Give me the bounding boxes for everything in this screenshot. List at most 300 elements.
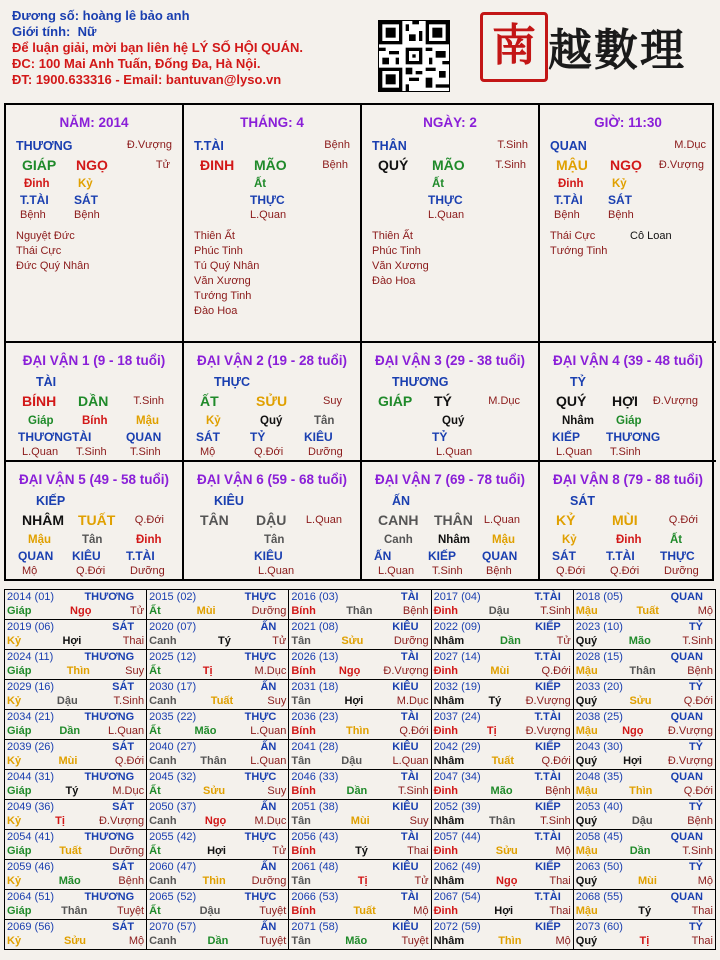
luck-pillar-8 bbox=[540, 462, 716, 579]
year-stem: Đinh bbox=[433, 845, 459, 857]
luck-hidden-stem: Mậu bbox=[492, 534, 515, 546]
year-label: 2038 (25) bbox=[575, 711, 623, 723]
hidden-stem: Đinh bbox=[24, 178, 50, 190]
contact-line: Để luận giải, mời bạn liên hệ LÝ SỐ HỘI QUÁN. bbox=[12, 40, 303, 55]
year-line-1 bbox=[149, 860, 286, 874]
luck-hidden-stem: Ất bbox=[670, 534, 683, 546]
hidden-state: Bệnh bbox=[74, 209, 100, 221]
luck-hidden-stem: Tân bbox=[264, 534, 285, 546]
luck-hidden-state: T.Sinh bbox=[432, 565, 463, 577]
brand-logo-text: 越數理 bbox=[548, 25, 686, 76]
year-branch: Ngọ bbox=[338, 665, 361, 677]
year-stem: Bính bbox=[291, 785, 316, 797]
shen-sha-star: Văn Xương bbox=[194, 275, 251, 287]
pillar-god-state: Bệnh bbox=[324, 139, 350, 151]
year-cell[interactable] bbox=[431, 620, 573, 650]
year-state: Thai bbox=[691, 905, 713, 917]
year-cell[interactable] bbox=[5, 620, 147, 650]
year-cell[interactable] bbox=[5, 770, 147, 800]
year-cell[interactable] bbox=[573, 740, 715, 770]
year-line-1 bbox=[291, 740, 428, 754]
year-cell[interactable] bbox=[431, 680, 573, 710]
year-state: T.Sinh bbox=[397, 785, 429, 797]
year-cell[interactable] bbox=[289, 770, 431, 800]
year-state: Dưỡng bbox=[251, 605, 287, 617]
year-label: 2026 (13) bbox=[291, 651, 339, 663]
year-line-1 bbox=[434, 830, 571, 844]
year-line-2 bbox=[576, 784, 713, 798]
year-state: T.Sinh bbox=[682, 635, 713, 647]
year-state: L.Quan bbox=[250, 755, 287, 767]
year-cell[interactable] bbox=[431, 800, 573, 830]
year-label: 2055 (42) bbox=[149, 831, 197, 843]
year-row bbox=[5, 830, 716, 860]
year-branch: Ngọ bbox=[622, 725, 644, 737]
year-cell[interactable] bbox=[147, 680, 289, 710]
year-cell[interactable] bbox=[431, 650, 573, 680]
year-cell[interactable] bbox=[289, 740, 431, 770]
year-line-2 bbox=[434, 784, 571, 798]
year-cell[interactable] bbox=[147, 620, 289, 650]
year-line-2 bbox=[434, 634, 571, 648]
year-god: T.TÀI bbox=[534, 771, 561, 783]
year-cell[interactable] bbox=[289, 680, 431, 710]
year-label: 2070 (57) bbox=[149, 921, 197, 933]
luck-branch: MÙI bbox=[612, 512, 638, 528]
year-god: KIẾP bbox=[535, 741, 561, 753]
year-label: 2072 (59) bbox=[433, 921, 481, 933]
year-cell[interactable] bbox=[289, 650, 431, 680]
year-cell[interactable] bbox=[147, 860, 289, 890]
year-stem: Mậu bbox=[575, 845, 598, 857]
year-cell[interactable] bbox=[573, 770, 715, 800]
year-god: THỰC bbox=[244, 891, 277, 903]
luck-hidden-god: KIÊU bbox=[72, 549, 101, 563]
year-line-2 bbox=[149, 814, 286, 828]
year-line-2 bbox=[291, 604, 428, 618]
year-god: TỶ bbox=[688, 741, 703, 753]
shen-sha-star: Đức Quý Nhân bbox=[16, 260, 90, 272]
year-branch: Ngọ bbox=[204, 815, 227, 827]
luck-hidden-god: QUAN bbox=[18, 549, 54, 563]
year-stem: Canh bbox=[149, 935, 177, 947]
year-branch: Tị bbox=[639, 935, 650, 947]
year-label: 2021 (08) bbox=[291, 621, 339, 633]
year-cell[interactable] bbox=[5, 590, 147, 620]
year-god: TỶ bbox=[688, 921, 703, 933]
year-line-1 bbox=[434, 590, 571, 604]
year-stem: Canh bbox=[149, 695, 177, 707]
luck-hidden-state: Q.Đới bbox=[610, 565, 640, 577]
year-cell[interactable] bbox=[147, 590, 289, 620]
year-line-2 bbox=[576, 904, 713, 918]
year-label: 2071 (58) bbox=[291, 921, 339, 933]
year-state: Mộ bbox=[413, 905, 429, 917]
year-state: Đ.Vượng bbox=[525, 695, 571, 707]
year-cell[interactable] bbox=[5, 740, 147, 770]
year-cell[interactable] bbox=[5, 650, 147, 680]
year-line-1 bbox=[7, 770, 144, 784]
year-state: T.Sinh bbox=[682, 845, 713, 857]
year-state: M.Dục bbox=[396, 695, 429, 707]
luck-hidden-stem: Tân bbox=[82, 534, 103, 546]
year-stem: Canh bbox=[149, 635, 177, 647]
luck-title: ĐẠI VẬN 2 (19 - 28 tuổi) bbox=[196, 353, 348, 368]
year-line-2 bbox=[576, 814, 713, 828]
shen-sha-star: Phúc Tinh bbox=[372, 245, 421, 257]
year-label: 2057 (44) bbox=[433, 831, 481, 843]
year-stem: Bính bbox=[291, 605, 316, 617]
year-branch: Thân bbox=[200, 755, 227, 767]
year-cell[interactable] bbox=[431, 920, 573, 950]
year-god: TỶ bbox=[688, 621, 703, 633]
hidden-stem: Đinh bbox=[558, 178, 584, 190]
year-cell[interactable] bbox=[431, 590, 573, 620]
year-branch: Tuất bbox=[491, 755, 515, 767]
year-label: 2065 (52) bbox=[149, 891, 197, 903]
year-god: TÀI bbox=[400, 651, 419, 663]
year-state: Đ.Vượng bbox=[383, 665, 429, 677]
year-stem: Mậu bbox=[575, 905, 598, 917]
year-stem: Kỷ bbox=[7, 875, 22, 887]
year-state: Đ.Vượng bbox=[667, 755, 713, 767]
year-line-2 bbox=[434, 904, 571, 918]
luck-hidden-god: THƯƠNG bbox=[18, 430, 73, 444]
luck-hidden-state: Mộ bbox=[200, 446, 216, 458]
year-god: SÁT bbox=[112, 621, 135, 633]
year-label: 2022 (09) bbox=[433, 621, 481, 633]
hidden-stem: Kỷ bbox=[78, 178, 93, 190]
year-stem: Giáp bbox=[7, 605, 32, 617]
year-branch: Dần bbox=[629, 845, 651, 857]
luck-hidden-god: TỶ bbox=[432, 430, 448, 444]
year-state: Tử bbox=[272, 845, 287, 857]
year-row bbox=[5, 620, 716, 650]
year-line-1 bbox=[576, 680, 713, 694]
year-branch: Sửu bbox=[629, 695, 652, 707]
year-cell[interactable] bbox=[289, 590, 431, 620]
year-branch: Mùi bbox=[58, 755, 78, 767]
shen-sha-star: Tướng Tinh bbox=[194, 290, 252, 302]
year-cell[interactable] bbox=[431, 830, 573, 860]
luck-hidden-god: QUAN bbox=[482, 549, 518, 563]
year-cell[interactable] bbox=[289, 860, 431, 890]
luck-god: TỶ bbox=[570, 375, 586, 389]
luck-stem: ẤT bbox=[200, 393, 219, 409]
year-cell[interactable] bbox=[573, 920, 715, 950]
year-stem: Đinh bbox=[433, 905, 459, 917]
year-branch: Thân bbox=[629, 665, 656, 677]
pillar-1 bbox=[184, 105, 362, 343]
year-cell[interactable] bbox=[5, 830, 147, 860]
year-row bbox=[5, 920, 716, 950]
year-stem: Quý bbox=[575, 875, 598, 887]
year-god: KIẾP bbox=[535, 861, 561, 873]
year-state: Tuyệt bbox=[401, 935, 429, 947]
year-line-1 bbox=[291, 680, 428, 694]
year-label: 2023 (10) bbox=[575, 621, 623, 633]
year-label: 2050 (37) bbox=[149, 801, 197, 813]
year-state: Q.Đới bbox=[683, 695, 713, 707]
year-cell[interactable] bbox=[147, 740, 289, 770]
year-cell[interactable] bbox=[431, 740, 573, 770]
year-row bbox=[5, 800, 716, 830]
year-branch: Hợi bbox=[62, 635, 82, 647]
year-stem: Nhâm bbox=[433, 815, 465, 827]
year-cell[interactable] bbox=[573, 860, 715, 890]
year-god: ẤN bbox=[260, 861, 277, 873]
year-god: THƯƠNG bbox=[84, 891, 135, 903]
year-god: ẤN bbox=[260, 621, 277, 633]
pillar-god: QUAN bbox=[550, 139, 587, 153]
year-state: Tử bbox=[556, 635, 571, 647]
year-god: KIÊU bbox=[392, 681, 419, 693]
shen-sha-star: Thiên Ất bbox=[194, 230, 235, 242]
year-line-2 bbox=[576, 934, 713, 948]
year-cell[interactable] bbox=[573, 650, 715, 680]
year-stem: Ất bbox=[149, 905, 161, 917]
year-branch: Tị bbox=[357, 875, 368, 887]
year-god: ẤN bbox=[260, 921, 277, 933]
year-stem: Giáp bbox=[7, 785, 32, 797]
luck-branch: TUẤT bbox=[78, 512, 116, 528]
year-cell[interactable] bbox=[147, 830, 289, 860]
year-god: QUAN bbox=[670, 831, 703, 843]
year-stem: Kỷ bbox=[7, 695, 22, 707]
luck-branch: HỢI bbox=[612, 393, 638, 409]
year-stem: Ất bbox=[149, 785, 161, 797]
year-god: ẤN bbox=[260, 741, 277, 753]
luck-hidden-state: L.Quan bbox=[556, 446, 593, 458]
year-branch: Thìn bbox=[629, 785, 653, 797]
year-line-2 bbox=[291, 934, 428, 948]
year-line-2 bbox=[291, 634, 428, 648]
year-label: 2037 (24) bbox=[433, 711, 481, 723]
year-label: 2062 (49) bbox=[433, 861, 481, 873]
year-cell[interactable] bbox=[5, 890, 147, 920]
year-label: 2028 (15) bbox=[575, 651, 623, 663]
year-state: Q.Đới bbox=[114, 755, 145, 767]
year-state: Suy bbox=[125, 665, 145, 677]
luck-hidden-god: QUAN bbox=[126, 430, 162, 444]
year-line-2 bbox=[149, 754, 286, 768]
year-label: 2042 (29) bbox=[433, 741, 481, 753]
year-stem: Ất bbox=[149, 665, 161, 677]
year-god: TÀI bbox=[400, 891, 419, 903]
luck-branch-state: Q.Đới bbox=[134, 514, 164, 526]
year-label: 2068 (55) bbox=[575, 891, 623, 903]
year-state: Mộ bbox=[128, 935, 145, 947]
year-line-1 bbox=[576, 860, 713, 874]
year-line-1 bbox=[576, 920, 713, 934]
year-cell[interactable] bbox=[289, 800, 431, 830]
heavenly-stem: MẬU bbox=[556, 157, 588, 173]
year-stem: Quý bbox=[575, 695, 598, 707]
luck-hidden-state: Q.Đới bbox=[254, 446, 284, 458]
year-line-2 bbox=[434, 934, 571, 948]
luck-hidden-stem: Quý bbox=[260, 415, 283, 427]
year-line-1 bbox=[149, 680, 286, 694]
year-label: 2069 (56) bbox=[7, 921, 55, 933]
year-line-1 bbox=[434, 860, 571, 874]
luck-hidden-state: Dưỡng bbox=[664, 565, 699, 577]
year-line-2 bbox=[291, 874, 428, 888]
year-line-2 bbox=[149, 634, 286, 648]
luck-pillar-7 bbox=[362, 462, 540, 579]
year-god: TÀI bbox=[400, 711, 419, 723]
year-cell[interactable] bbox=[573, 710, 715, 740]
year-state: Bệnh bbox=[687, 815, 713, 827]
year-cell[interactable] bbox=[573, 890, 715, 920]
year-cell[interactable] bbox=[147, 710, 289, 740]
year-cell[interactable] bbox=[5, 860, 147, 890]
year-cell[interactable] bbox=[431, 710, 573, 740]
year-cell[interactable] bbox=[289, 830, 431, 860]
luck-pillar-3 bbox=[362, 343, 540, 462]
year-stem: Ất bbox=[149, 725, 161, 737]
year-cell[interactable] bbox=[573, 830, 715, 860]
earthly-branch: MÃO bbox=[432, 157, 465, 173]
year-cell[interactable] bbox=[431, 770, 573, 800]
year-line-2 bbox=[291, 784, 428, 798]
luck-hidden-state: Dưỡng bbox=[130, 565, 165, 577]
year-line-2 bbox=[7, 904, 144, 918]
year-cell[interactable] bbox=[147, 800, 289, 830]
pillar-god-state: T.Sinh bbox=[497, 139, 528, 151]
year-cell[interactable] bbox=[431, 890, 573, 920]
year-cell[interactable] bbox=[5, 800, 147, 830]
year-stem: Mậu bbox=[575, 725, 598, 737]
year-state: Tử bbox=[272, 635, 287, 647]
year-label: 2035 (22) bbox=[149, 711, 197, 723]
year-cell[interactable] bbox=[289, 890, 431, 920]
luck-hidden-stem: Đinh bbox=[136, 534, 162, 546]
year-line-1 bbox=[7, 890, 144, 904]
qr-code-icon[interactable] bbox=[378, 20, 450, 92]
year-line-1 bbox=[149, 740, 286, 754]
luck-hidden-stem: Quý bbox=[442, 415, 465, 427]
year-stem: Kỷ bbox=[7, 815, 22, 827]
year-branch: Sửu bbox=[63, 935, 86, 947]
year-cell[interactable] bbox=[5, 710, 147, 740]
luck-hidden-stem: Bính bbox=[82, 415, 108, 427]
year-god: THỰC bbox=[244, 711, 277, 723]
luck-hidden-state: Q.Đới bbox=[556, 565, 586, 577]
year-stem: Nhâm bbox=[433, 635, 465, 647]
luck-title: ĐẠI VẬN 8 (79 - 88 tuổi) bbox=[552, 472, 704, 487]
luck-branch-state: Suy bbox=[323, 395, 342, 407]
pillar-title: GIỜ: 11:30 bbox=[594, 115, 662, 130]
luck-hidden-stem: Nhâm bbox=[562, 415, 594, 427]
year-state: T.Sinh bbox=[540, 605, 571, 617]
year-line-2 bbox=[149, 784, 286, 798]
year-row bbox=[5, 650, 716, 680]
year-line-1 bbox=[7, 650, 144, 664]
year-cell[interactable] bbox=[573, 590, 715, 620]
year-cell[interactable] bbox=[147, 890, 289, 920]
year-label: 2046 (33) bbox=[291, 771, 339, 783]
year-stem: Đinh bbox=[433, 785, 459, 797]
year-god: TÀI bbox=[400, 771, 419, 783]
year-state: Đ.Vượng bbox=[667, 725, 713, 737]
year-branch: Thìn bbox=[202, 875, 226, 887]
year-cell[interactable] bbox=[289, 920, 431, 950]
year-line-1 bbox=[576, 650, 713, 664]
luck-hidden-stem: Nhâm bbox=[438, 534, 470, 546]
year-god: KIÊU bbox=[392, 921, 419, 933]
year-state: Mộ bbox=[697, 605, 713, 617]
pillar-god: THƯƠNG bbox=[16, 139, 73, 153]
year-cell[interactable] bbox=[431, 860, 573, 890]
year-branch: Hợi bbox=[623, 755, 642, 767]
luck-hidden-god: KIẾP bbox=[428, 549, 457, 563]
year-branch: Mão bbox=[194, 725, 217, 737]
year-cell[interactable] bbox=[289, 710, 431, 740]
year-state: Thai bbox=[122, 635, 145, 647]
year-god: THƯƠNG bbox=[84, 771, 135, 783]
heavenly-stem: ĐINH bbox=[200, 157, 235, 173]
year-label: 2018 (05) bbox=[575, 591, 623, 603]
year-cell[interactable] bbox=[573, 620, 715, 650]
earthly-branch: NGỌ bbox=[76, 157, 108, 173]
year-line-1 bbox=[149, 800, 286, 814]
year-line-2 bbox=[7, 604, 144, 618]
year-branch: Thìn bbox=[66, 665, 90, 677]
year-row bbox=[5, 590, 716, 620]
year-cell[interactable] bbox=[147, 770, 289, 800]
year-line-2 bbox=[7, 874, 144, 888]
year-stem: Bính bbox=[291, 665, 316, 677]
luck-hidden-state: L.Quan bbox=[258, 565, 295, 577]
year-state: Bệnh bbox=[687, 665, 713, 677]
year-cell[interactable] bbox=[289, 620, 431, 650]
year-line-1 bbox=[291, 650, 428, 664]
luck-god: ẤN bbox=[392, 494, 411, 508]
luck-stem: KỶ bbox=[556, 512, 576, 528]
year-line-1 bbox=[149, 710, 286, 724]
header-info bbox=[12, 8, 303, 88]
year-state: Dưỡng bbox=[393, 635, 429, 647]
year-god: TÀI bbox=[400, 831, 419, 843]
year-label: 2034 (21) bbox=[7, 711, 55, 723]
year-branch: Tuất bbox=[353, 905, 376, 917]
year-stem: Quý bbox=[575, 635, 598, 647]
year-branch: Thìn bbox=[498, 935, 522, 947]
year-cell[interactable] bbox=[5, 680, 147, 710]
year-branch: Tý bbox=[65, 785, 79, 797]
year-branch: Hợi bbox=[344, 695, 364, 707]
year-cell[interactable] bbox=[573, 800, 715, 830]
branch-state: Đ.Vượng bbox=[658, 159, 704, 171]
year-stem: Kỷ bbox=[7, 755, 22, 767]
year-branch: Tuất bbox=[59, 845, 82, 857]
year-line-2 bbox=[576, 694, 713, 708]
year-branch: Tị bbox=[202, 665, 213, 677]
year-cell[interactable] bbox=[147, 920, 289, 950]
year-cell[interactable] bbox=[573, 680, 715, 710]
year-line-2 bbox=[434, 604, 571, 618]
year-line-2 bbox=[434, 874, 571, 888]
luck-title: ĐẠI VẬN 1 (9 - 18 tuổi) bbox=[22, 353, 166, 368]
year-label: 2059 (46) bbox=[7, 861, 55, 873]
year-label: 2053 (40) bbox=[575, 801, 623, 813]
owner-name: Đương số: hoàng lê bảo anh bbox=[12, 8, 190, 23]
year-cell[interactable] bbox=[5, 920, 147, 950]
year-cell[interactable] bbox=[147, 650, 289, 680]
year-stem: Canh bbox=[149, 875, 177, 887]
year-stem: Nhâm bbox=[433, 875, 465, 887]
year-line-1 bbox=[576, 890, 713, 904]
